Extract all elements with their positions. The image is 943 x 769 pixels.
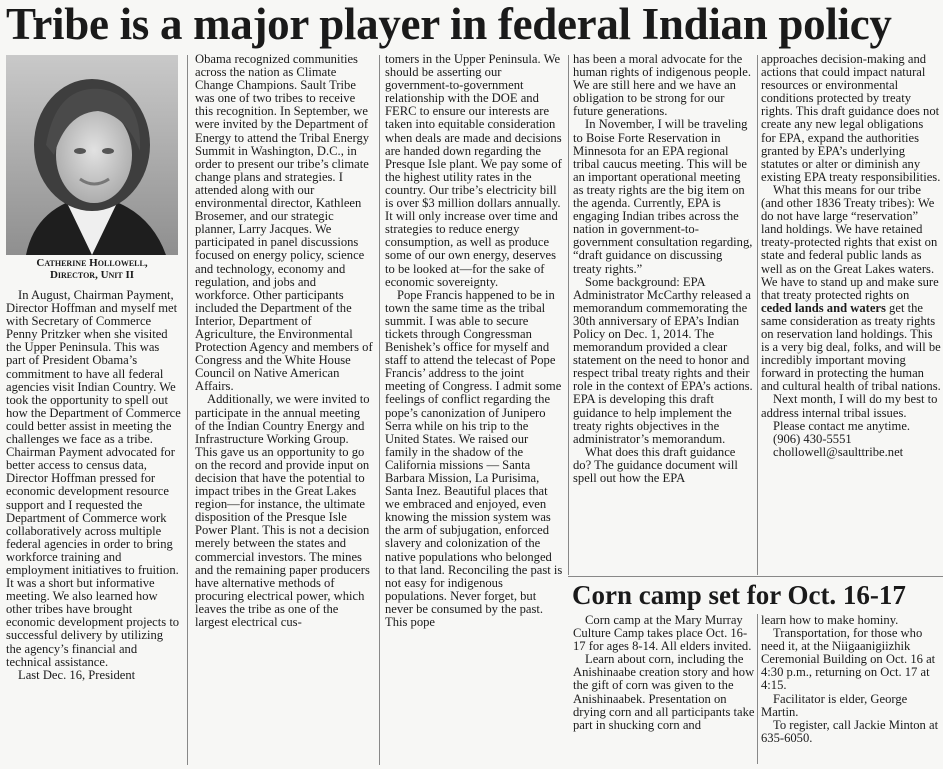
paragraph: learn how to make hominy. xyxy=(761,613,899,627)
paragraph: Facilitator is elder, George Martin. xyxy=(761,691,908,719)
paragraph: To register, call Jackie Minton at 635-6050. xyxy=(761,717,939,745)
article-column-4 xyxy=(573,53,753,485)
bold-phrase: ceded lands and waters xyxy=(761,300,886,315)
column-rule xyxy=(379,55,380,765)
caption-name: Catherine Hollowell, xyxy=(36,257,148,269)
paragraph: Next month, I will do my best to address internal tribal issues. xyxy=(761,392,938,420)
caption-title: Director, Unit II xyxy=(49,269,135,281)
paragraph: has been a moral advocate for the human rights of indigenous people. We are still here and we have an obligation to be strong for our future generations. xyxy=(573,52,752,119)
column-rule xyxy=(568,55,569,575)
paragraph xyxy=(761,184,941,394)
photo-caption xyxy=(6,257,178,281)
column-rule xyxy=(757,614,758,764)
paragraph-text: get the same consideration as treaty rights on reservation land holdings. This is a very big deal, folks, and will be incredibly important moving forward in protecting the human and cultural health of tribal nations. xyxy=(761,300,941,394)
paragraph: Corn camp at the Mary Murray Culture Camp takes place Oct. 16-17 for ages 8-14. All elders invited. xyxy=(573,613,752,654)
section-rule xyxy=(568,576,943,577)
portrait-image xyxy=(6,55,178,255)
paragraph: Last Dec. 16, President xyxy=(18,667,136,682)
author-photo xyxy=(6,55,178,255)
article-column-5 xyxy=(761,53,941,459)
headline: Tribe is a major player in federal Indian policy xyxy=(6,0,892,49)
article-column-3 xyxy=(385,53,563,629)
paragraph: In August, Chairman Payment, Director Hoffman and myself met with Secretary of Commerce Penny Pritzker when she visited the Upper Peninsula. This was part of President Obama’s commitment to have all federal agencies visit Indian Country. We took the opportunity to spell out how the Department of Commerce could better assist in meeting the challenges we face as a tribe. Chairman Payment advocated for better access to census data, Director Hoffman pressed for economic development resource support and I requested the Department of Commerce work collaboratively across multiple federal agencies in order to bring workforce training and employment initiatives to fruition. It was a short but informative meeting. We also learned how other tribes have brought economic development projects to successful delivery by utilizing the agency’s financial and technical assistance. xyxy=(6,288,181,669)
corn-camp-headline: Corn camp set for Oct. 16-17 xyxy=(572,580,906,610)
contact-email: chollowell@saulttribe.net xyxy=(773,444,904,459)
paragraph: tomers in the Upper Peninsula. We should be asserting our government-to-government relationship with the DOE and FERC to ensure our interests are taken into equitable consideration when deals are made and decisions are handed down regarding the Presque Isle plant. We pay some of the highest utility rates in the country. Our tribe’s electricity bill is over $3 million dollars annually. It will only increase over time and strategies to reduce energy consumption, as well as produce some of our own energy, deserves to be looked at—for the sake of economic sovereignty. xyxy=(385,52,562,289)
paragraph: Obama recognized communities across the nation as Climate Change Champions. Sault Tribe was one of two tribes to receive this recognition. In September, we were invited by the Department of Energy to attend the Tribal Energy Summit in Washington, D.C., in order to present our tribe’s climate change plans and strategies. I attended along with our environmental director, Kathleen Brosemer, and our strategic planner, Larry Jacques. We participated in panel discussions focused on energy policy, science and technology, economy and regulation, and jobs and workforce. Other participants included the Department of the Interior, Department of Agriculture, the Environmental Protection Agency and members of Congress and the White House Council on Native American Affairs. xyxy=(195,52,373,394)
article-column-1 xyxy=(6,289,181,682)
paragraph: Additionally, we were invited to participate in the annual meeting of the Indian Country Energy and Infrastructure Working Group. This gave us an opportunity to go on the record and provide input on decision that have the potential to impact tribes in the Great Lakes region—for instance, the ultimate disposition of the Presque Isle Power Plant. This is not a decision merely between the states and commercial investors. The mines and the remaining paper producers have alternative methods of procuring electrical power, which leaves the tribe as one of the largest electrical cus- xyxy=(195,392,370,630)
paragraph: What does this draft guidance do? The guidance document will spell out how the EPA xyxy=(573,444,738,485)
paragraph: Learn about corn, including the Anishinaabe creation story and how the gift of corn was given to the Anishinaabek. Presentation on drying corn and all participants take part in shucking corn and xyxy=(573,652,755,732)
corn-column-1 xyxy=(573,614,755,732)
corn-column-2 xyxy=(761,614,941,745)
column-rule xyxy=(757,55,758,575)
paragraph: Transportation, for those who need it, at the Niigaanigiizhik Ceremonial Building on Oct. 16 at 4:30 p.m., returning on Oct. 17 at 4:15. xyxy=(761,626,936,693)
paragraph: In November, I will be traveling to Boise Forte Reservation in Minnesota for an EPA regional tribal caucus meeting. This will be an important operational meeting as treaty rights are the big item on the agenda. Currently, EPA is engaging Indian tribes across the nation in government-to-government consultation regarding, “draft guidance on discussing treaty rights.” xyxy=(573,117,753,276)
paragraph: Pope Francis happened to be in town the same time as the tribal summit. I was able to secure tickets through Congressman Benishek’s office for myself and staff to attend the telecast of Pope Francis’ address to the joint meeting of Congress. I admit some feelings of conflict regarding the pope’s canonization of Junipero Serra while on his trip to the United States. We raised our family in the shadow of the California missions — Santa Barbara Mission, La Purisima, Santa Inez. Beautiful places that we embraced and enjoyed, even knowing the mission system was the arm of subjugation, enforced slavery and colonization of the native populations who belonged to that land. Reconciling the past is not easy for indigenous populations. Never forget, but never be consumed by the past. This pope xyxy=(385,287,563,630)
contact-phone: (906) 430-5551 xyxy=(773,431,852,446)
paragraph: approaches decision-making and actions that could impact natural resources or environmental conditions protected by treaty rights. This draft guidance does not create any new legal obligations for EPA, expand the authorities granted by EPA’s underlying statutes or alter or diminish any existing EPA treaty responsibilities. xyxy=(761,52,941,184)
article-column-2 xyxy=(195,53,373,629)
column-rule xyxy=(187,55,188,765)
paragraph-text: What this means for our tribe (and other 1836 Treaty tribes): We do not have large “reservation” land holdings. We have retained treaty-protected rights that exist on state and federal public lands as well as on the Great Lakes waters. We have to stand up and make sure that treaty protected rights on xyxy=(761,182,939,302)
paragraph: Please contact me anytime. xyxy=(773,418,911,433)
paragraph: Some background: EPA Administrator McCarthy released a memorandum commemorating the 30th anniversary of EPA’s Indian Policy on Dec. 1, 2014. The memorandum provided a clear statement on the need to honor and respect tribal treaty rights and their role in the context of EPA’s actions. EPA is developing this draft guidance to help implement the treaty rights objectives in the administrator’s memorandum. xyxy=(573,274,753,446)
